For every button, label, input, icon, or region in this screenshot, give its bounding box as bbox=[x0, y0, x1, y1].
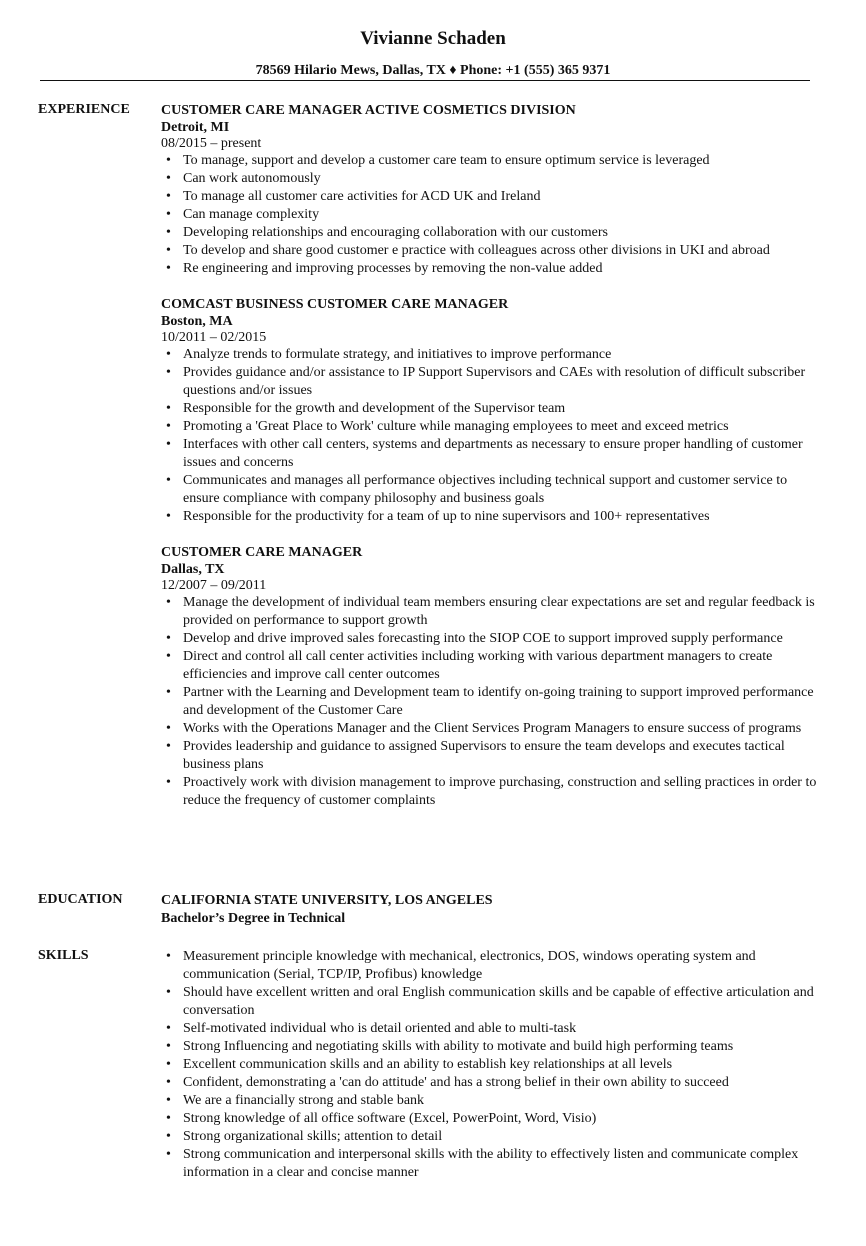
list-item: • Re engineering and improving processes by removing the non-value added bbox=[161, 260, 821, 278]
list-item: • Analyze trends to formulate strategy, and initiatives to improve performance bbox=[161, 346, 821, 364]
job-entry bbox=[161, 544, 821, 810]
list-item: • Self-motivated individual who is detail oriented and able to multi-task bbox=[161, 1020, 821, 1038]
job-title: CUSTOMER CARE MANAGER ACTIVE COSMETICS DIVISION bbox=[161, 103, 576, 118]
list-item: • Provides leadership and guidance to assigned Supervisors to ensure the team develops and executes tactical business plans bbox=[161, 738, 821, 774]
list-item: • Excellent communication skills and an ability to establish key relationships at all levels bbox=[161, 1056, 821, 1074]
job-location: Dallas, TX bbox=[161, 562, 225, 577]
list-item: • Strong communication and interpersonal skills with the ability to effectively listen and communicate complex information in a clear and concise manner bbox=[161, 1146, 821, 1182]
degree: Bachelor’s Degree in Technical bbox=[161, 911, 346, 926]
job-entry bbox=[161, 102, 821, 278]
list-item: • Promoting a 'Great Place to Work' culture while managing employees to meet and exceed metrics bbox=[161, 418, 821, 436]
skills-body bbox=[161, 948, 821, 1182]
job-title: COMCAST BUSINESS CUSTOMER CARE MANAGER bbox=[161, 297, 509, 312]
education-heading: EDUCATION bbox=[38, 892, 123, 907]
list-item: • Develop and drive improved sales forecasting into the SIOP COE to support improved supply performance bbox=[161, 630, 821, 648]
list-item: • To manage, support and develop a customer care team to ensure optimum service is leveraged bbox=[161, 152, 821, 170]
skills-heading: SKILLS bbox=[38, 948, 89, 963]
list-item: • Partner with the Learning and Development team to identify on-going training to support improved performance and development of the Customer Care bbox=[161, 684, 821, 720]
list-item: • Provides guidance and/or assistance to IP Support Supervisors and CAEs with resolution of difficult subscriber questions and/or issues bbox=[161, 364, 821, 400]
contact-line: 78569 Hilario Mews, Dallas, TX ♦ Phone: +1 (555) 365 9371 bbox=[255, 63, 611, 78]
header-divider bbox=[40, 80, 810, 81]
list-item: • We are a financially strong and stable bank bbox=[161, 1092, 821, 1110]
list-item: • Communicates and manages all performance objectives including technical support and customer service to ensure compliance with company philosophy and business goals bbox=[161, 472, 821, 508]
list-item: • Developing relationships and encouraging collaboration with our customers bbox=[161, 224, 821, 242]
job-location: Detroit, MI bbox=[161, 120, 230, 135]
list-item: • Interfaces with other call centers, systems and departments as necessary to ensure proper handling of customer issues and concerns bbox=[161, 436, 821, 472]
list-item: • Measurement principle knowledge with mechanical, electronics, DOS, windows operating system and communication (Serial, TCP/IP, Profibus) knowledge bbox=[161, 948, 821, 984]
job-bullets bbox=[161, 152, 821, 278]
school-name: CALIFORNIA STATE UNIVERSITY, LOS ANGELES bbox=[161, 893, 493, 908]
job-dates: 12/2007 – 09/2011 bbox=[161, 578, 267, 593]
job-dates: 10/2011 – 02/2015 bbox=[161, 330, 267, 345]
experience-body bbox=[161, 102, 821, 828]
list-item: • Responsible for the productivity for a team of up to nine supervisors and 100+ representatives bbox=[161, 508, 821, 526]
list-item: • Strong organizational skills; attention to detail bbox=[161, 1128, 821, 1146]
job-title: CUSTOMER CARE MANAGER bbox=[161, 545, 363, 560]
list-item: • Responsible for the growth and development of the Supervisor team bbox=[161, 400, 821, 418]
job-dates: 08/2015 – present bbox=[161, 136, 262, 151]
job-location: Boston, MA bbox=[161, 314, 233, 329]
job-bullets bbox=[161, 594, 821, 810]
experience-heading: EXPERIENCE bbox=[38, 102, 130, 117]
list-item: • Can work autonomously bbox=[161, 170, 821, 188]
list-item: • To develop and share good customer e practice with colleagues across other divisions in UKI and abroad bbox=[161, 242, 821, 260]
list-item: • Strong knowledge of all office software (Excel, PowerPoint, Word, Visio) bbox=[161, 1110, 821, 1128]
list-item: • To manage all customer care activities for ACD UK and Ireland bbox=[161, 188, 821, 206]
job-bullets bbox=[161, 346, 821, 526]
list-item: • Strong Influencing and negotiating skills with ability to motivate and build high performing teams bbox=[161, 1038, 821, 1056]
list-item: • Works with the Operations Manager and the Client Services Program Managers to ensure success of programs bbox=[161, 720, 821, 738]
list-item: • Can manage complexity bbox=[161, 206, 821, 224]
education-body bbox=[161, 892, 821, 928]
list-item: • Direct and control all call center activities including working with various department managers to create efficiencies and improve call center outcomes bbox=[161, 648, 821, 684]
candidate-name: Vivianne Schaden bbox=[360, 28, 506, 49]
list-item: • Manage the development of individual team members ensuring clear expectations are set and regular feedback is provided on performance to support growth bbox=[161, 594, 821, 630]
list-item: • Confident, demonstrating a 'can do attitude' and has a strong belief in their own ability to succeed bbox=[161, 1074, 821, 1092]
job-entry bbox=[161, 296, 821, 526]
list-item: • Should have excellent written and oral English communication skills and be capable of effective articulation and conversation bbox=[161, 984, 821, 1020]
skills-list bbox=[161, 948, 821, 1182]
list-item: • Proactively work with division management to improve purchasing, construction and selling practices in order to reduce the frequency of customer complaints bbox=[161, 774, 821, 810]
